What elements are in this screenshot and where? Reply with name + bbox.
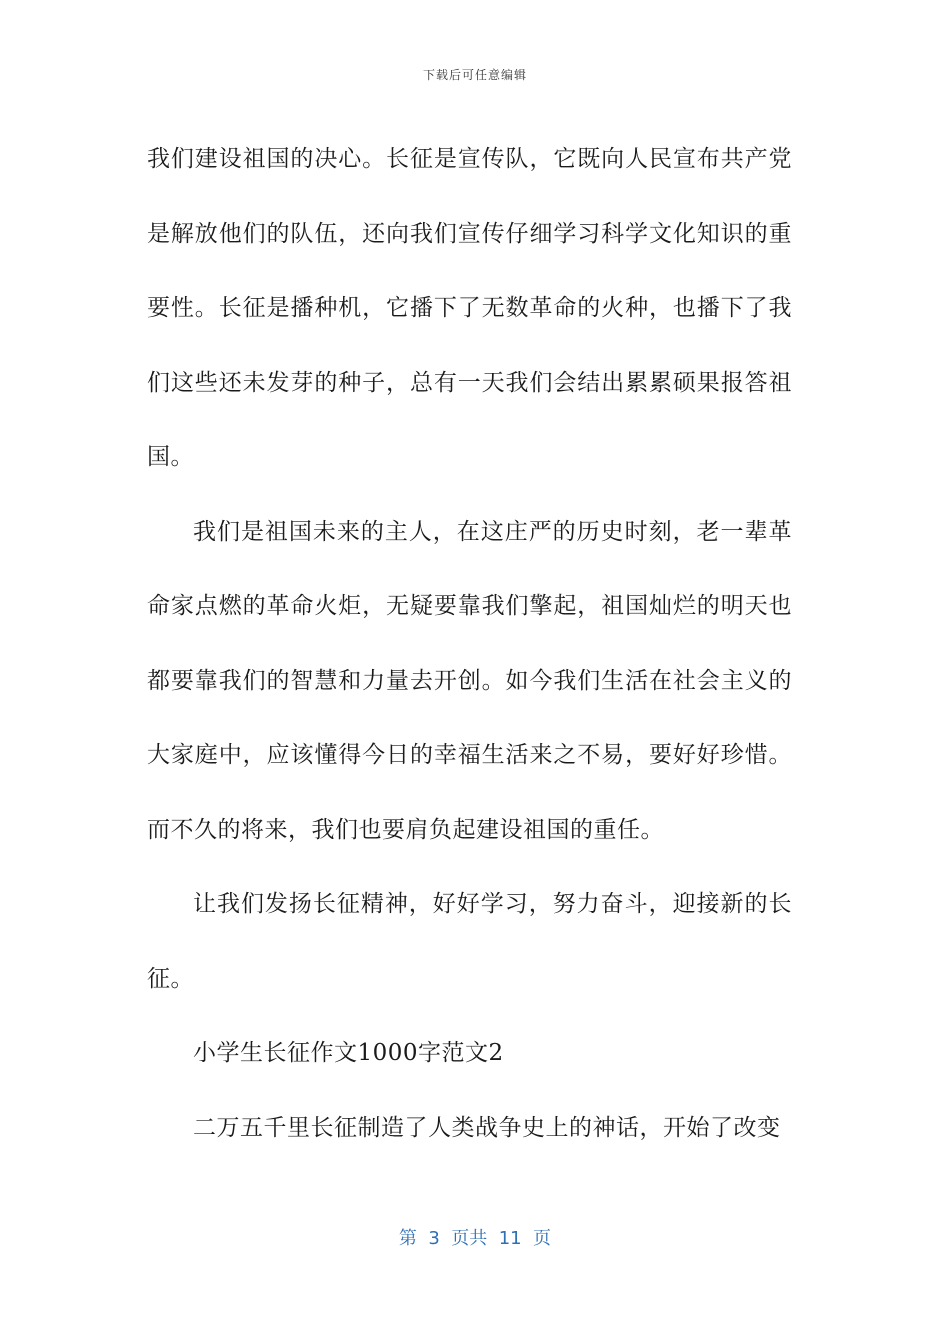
paragraph: 我们是祖国未来的主人，在这庄严的历史时刻，老一辈革命家点燃的革命火炬，无疑要靠我们擎起，祖国灿烂的明天也都要靠我们的智慧和力量去开创。如今我们生活在社会主义的大家庭中，应该懂得今日的幸福生活来之不易，要好好珍惜。而不久的将来，我们也要肩负起建设祖国的重任。: [147, 518, 792, 843]
paragraph-continued: 我们建设祖国的决心。长征是宣传队，它既向人民宣布共产党是解放他们的队伍，还向我们宣传仔细学习科学文化知识的重要性。长征是播种机，它播下了无数革命的火种，也播下了我们这些还未发芽的种子，总有一天我们会结出累累硕果报答祖国。: [147, 146, 792, 470]
section-heading: 小学生长征作文1000字范文2: [193, 1040, 504, 1066]
paragraph: 让我们发扬长征精神，好好学习，努力奋斗，迎接新的长征。: [147, 891, 792, 992]
header-note: 下载后可任意编辑: [422, 68, 527, 82]
paragraph: 二万五千里长征制造了人类战争史上的神话，开始了改变: [193, 1114, 781, 1141]
page-number-footer: 第 3 页共 11 页: [398, 1228, 552, 1249]
document-body: [147, 122, 792, 1165]
